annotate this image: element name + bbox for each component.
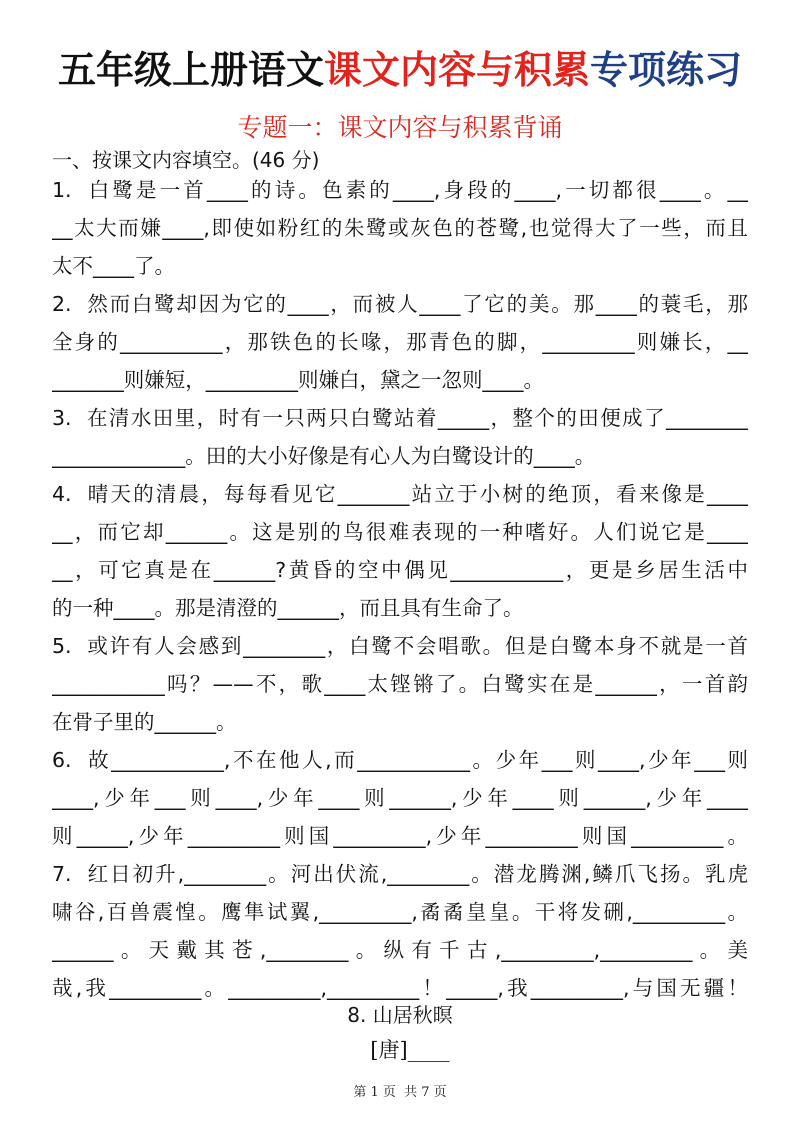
question-text: 白鹭是一首____的诗。色素的____,身段的____,一切都很____。__ <box>85 178 748 202</box>
question-text: 或许有人会感到________，白鹭不会唱歌。但是白鹭本身不就是一首 <box>85 634 748 658</box>
question-line <box>52 399 748 437</box>
question-line <box>52 285 748 323</box>
question-number: 1. <box>52 178 72 202</box>
question-line <box>52 741 748 779</box>
question-line: ___________吗？——不，歌____太铿锵了。白鹭实在是______，一首韵 <box>52 672 748 696</box>
question-number: 2. <box>52 292 72 316</box>
poem-author-line: [唐]____ <box>370 1038 450 1062</box>
question-line <box>52 627 748 665</box>
question-line: 在骨子里的______。 <box>52 710 237 734</box>
question-line: __太大而嫌____,即使如粉红的朱鹭或灰色的苍鹭,也觉得大了一些，而且 <box>52 216 748 240</box>
question-number: 5. <box>52 634 72 658</box>
title-topic-part: 课文内容与积累 <box>323 48 590 92</box>
question-line: _____________。田的大小好像是有心人为白鹭设计的____。 <box>52 444 596 468</box>
question-number: 6. <box>52 748 72 772</box>
title-grade-part: 五年级上册语文 <box>57 48 324 92</box>
question-line: ____,少年___则____,少年____则______,少年____则______,少年____ <box>52 786 748 810</box>
question-list <box>52 171 748 1007</box>
question-text: 红日初升,________。河出伏流,________。潜龙腾渊,鳞爪飞扬。乳虎 <box>85 862 748 886</box>
question-line: 全身的__________，那铁色的长喙，那青色的脚，_________则嫌长，__ <box>52 330 748 354</box>
question-text: 然而白鹭却因为它的____，而被人____了它的美。那____的蓑毛，那 <box>85 292 748 316</box>
question-line: 的一种____。那是清澄的______，而且具有生命了。 <box>52 596 524 620</box>
question-line <box>52 855 748 893</box>
question-line: 则_____,少年_________则国_________,少年_________则国_________。 <box>52 824 748 848</box>
title-practice-part: 专项练习 <box>590 48 743 92</box>
worksheet-title <box>0 44 800 96</box>
question-text: 故___________,不在他人,而___________。少年___则____,少年___则 <box>85 748 748 772</box>
question-number: 4. <box>52 482 72 506</box>
question-text: 晴天的清晨，每每看见它_______站立于小树的绝顶，看来像是____ <box>85 482 748 506</box>
question-line: 太不____了。 <box>52 254 175 278</box>
question-number: 3. <box>52 406 72 430</box>
section-heading: 一、按课文内容填空。(46 分) <box>52 148 320 172</box>
page-footer: 第 1 页 共 7 页 <box>353 1085 447 1100</box>
question-number: 7. <box>52 862 72 886</box>
question-text: 在清水田里，时有一只两只白鹭站着_____，整个的田便成了________ <box>85 406 748 430</box>
question-line: 哉,我_________。_________,_________！_____,我_________,与国无疆！ <box>52 976 748 1000</box>
question-line: __，而它却______。这是别的鸟很难表现的一种嗜好。人们说它是____ <box>52 520 748 544</box>
worksheet-subtitle: 专题一：课文内容与积累背诵 <box>237 113 563 142</box>
poem-title: 8. 山居秋暝 <box>347 1003 453 1027</box>
question-line <box>52 475 748 513</box>
question-line <box>52 171 748 209</box>
question-line: 啸谷,百兽震惶。鹰隼试翼,_________,矞矞皇皇。干将发硎,_________。 <box>52 900 748 924</box>
question-line: ______。天戴其苍,________。纵有千古,_________,_________。美 <box>52 938 748 962</box>
question-line: __，可它真是在______?黄昏的空中偶见___________，更是乡居生活中 <box>52 558 748 582</box>
question-line: _______则嫌短，_________则嫌白，黛之一忽则____。 <box>52 368 544 392</box>
